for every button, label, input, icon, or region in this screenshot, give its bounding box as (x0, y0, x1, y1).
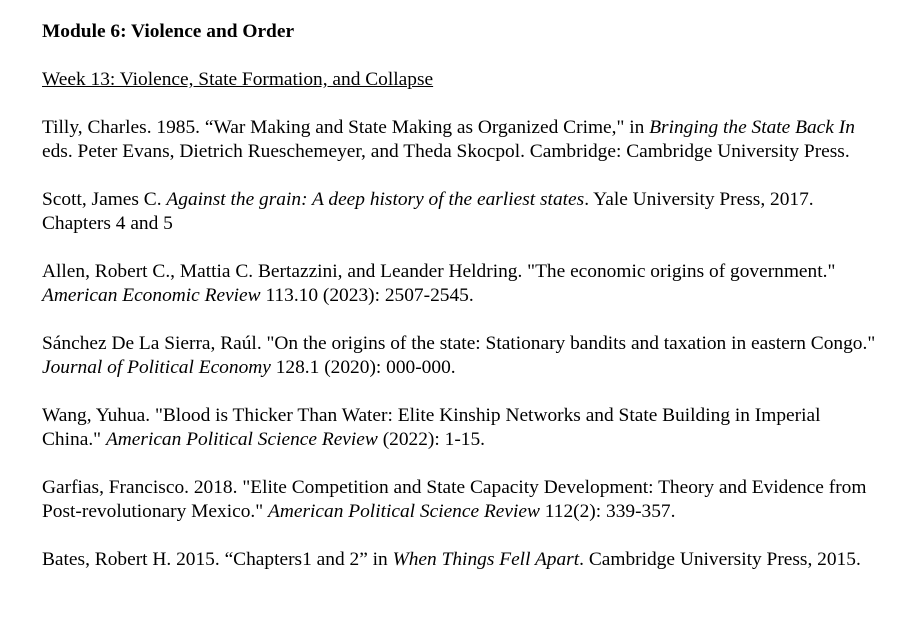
reference-journal: Journal of Political Economy (42, 357, 271, 378)
reference-text: 112(2): 339-357. (539, 501, 676, 522)
reference-text: eds. Peter Evans, Dietrich Rueschemeyer, and Theda Skocpol. Cambridge: Cambridge University Press. (42, 141, 850, 162)
reference-text: Scott, James C. (42, 189, 167, 210)
reference-text: Sánchez De La Sierra, Raúl. "On the origins of the state: Stationary bandits and taxation in eastern Congo." (42, 333, 876, 354)
reference-title: Bringing the State Back In (649, 117, 855, 138)
reference-text: 113.10 (2023): 2507-2545. (260, 285, 474, 306)
week-heading-text: Week 13: Violence, State Formation, and Collapse (42, 69, 434, 90)
reference-title: When Things Fell Apart (392, 549, 580, 570)
reference-text: Garfias, Francisco. 2018. "Elite Competition and State Capacity Development: Theory and Evidence from Post-revolutionary Mexico." (42, 477, 867, 522)
reference-journal: American Political Science Review (268, 501, 540, 522)
reference-text: . Yale University Press, 2017. Chapters 4 and 5 (42, 189, 814, 234)
reference-text: 128.1 (2020): 000-000. (270, 357, 456, 378)
reference-title: Against the grain: A deep history of the earliest states (166, 189, 585, 210)
reference-sanchez (42, 332, 882, 380)
reference-journal: American Political Science Review (105, 429, 378, 450)
reference-garfias (42, 476, 882, 524)
reference-text: Allen, Robert C., Mattia C. Bertazzini, and Leander Heldring. "The economic origins of government." (42, 261, 836, 282)
reference-allen (42, 260, 882, 308)
reference-journal: American Economic Review (42, 285, 261, 306)
reference-wang (42, 404, 882, 452)
reference-bates (42, 548, 882, 572)
reference-text: . Cambridge University Press, 2015. (579, 549, 861, 570)
reference-tilly (42, 116, 882, 164)
reference-text: Wang, Yuhua. "Blood is Thicker Than Water: Elite Kinship Networks and State Building in Imperial China." (42, 405, 821, 450)
reference-scott (42, 188, 882, 236)
reference-text: Bates, Robert H. 2015. “Chapters1 and 2” in (42, 549, 393, 570)
document-page (42, 20, 882, 572)
week-heading (42, 68, 882, 92)
reference-list (42, 116, 882, 572)
module-title: Module 6: Violence and Order (42, 21, 295, 42)
reference-text: (2022): 1-15. (377, 429, 486, 450)
reference-text: Tilly, Charles. 1985. “War Making and State Making as Organized Crime," in (42, 117, 650, 138)
